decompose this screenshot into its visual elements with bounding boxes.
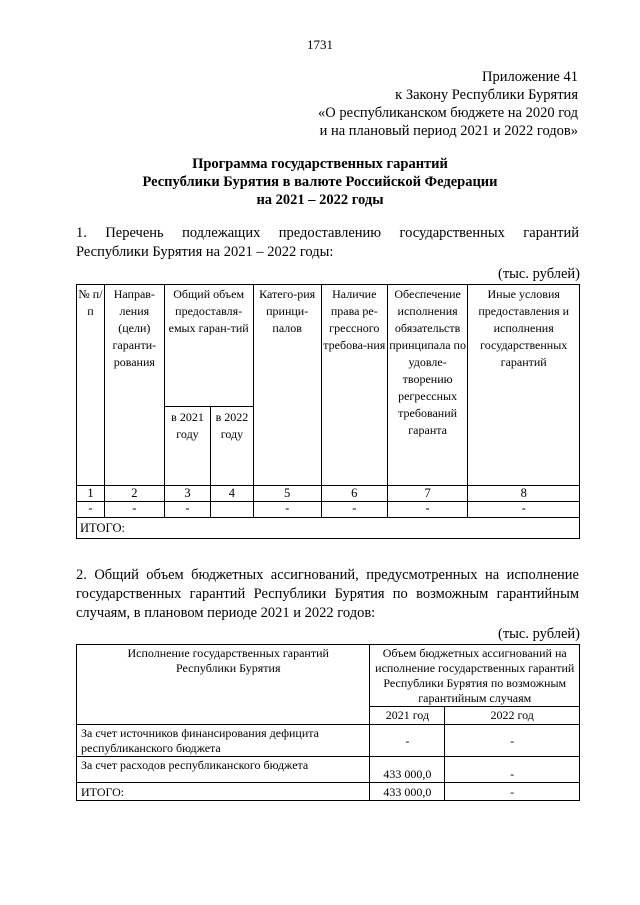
- section2-units: (тыс. рублей): [498, 626, 580, 642]
- row-value: -: [445, 757, 580, 783]
- allocations-table: [76, 644, 580, 801]
- column-number: 1: [77, 486, 105, 502]
- header-cell: Направ-ления (цели) гаранти-рования: [104, 285, 164, 486]
- table-cell: -: [468, 502, 580, 518]
- header-cell: Общий объем предоставля-емых гаран-тий: [164, 285, 253, 407]
- row-label: За счет источников финансирования дефицита республиканского бюджета: [77, 725, 370, 757]
- table-cell: -: [164, 502, 210, 518]
- appendix-header: [318, 68, 578, 140]
- row-label: За счет расходов республиканского бюджета: [77, 757, 370, 783]
- row-value: -: [370, 725, 445, 757]
- table-cell: -: [77, 502, 105, 518]
- column-number: 8: [468, 486, 580, 502]
- table-cell: [211, 502, 253, 518]
- table-cell: -: [253, 502, 321, 518]
- header-cell: № п/п: [77, 285, 105, 486]
- table-cell: -: [387, 502, 468, 518]
- appendix-line: Приложение 41: [482, 69, 578, 85]
- page-number: 1731: [307, 37, 333, 52]
- row-value: 433 000,0: [370, 783, 445, 801]
- table-cell: -: [321, 502, 387, 518]
- column-number: 4: [211, 486, 253, 502]
- column-number: 3: [164, 486, 210, 502]
- section1-units: (тыс. рублей): [498, 266, 580, 282]
- guarantees-table: [76, 284, 580, 539]
- header-cell: в 2021 году: [164, 407, 210, 486]
- section1-text: 1. Перечень подлежащих предоставлению государственных гарантий Республики Бурятия на 2021 – 2022 годы:: [76, 225, 579, 260]
- title-line: Программа государственных гарантий: [192, 156, 448, 172]
- appendix-line: к Закону Республики Бурятия: [395, 87, 578, 103]
- column-number: 2: [104, 486, 164, 502]
- header-cell: Исполнение государственных гарантий Республики Бурятия: [77, 645, 370, 725]
- row-value: -: [445, 783, 580, 801]
- header-cell: 2021 год: [370, 707, 445, 725]
- header-cell: Иные условия предоставления и исполнения государственных гарантий: [468, 285, 580, 486]
- header-cell: 2022 год: [445, 707, 580, 725]
- section2-text: 2. Общий объем бюджетных ассигнований, предусмотренных на исполнение государственных гарантий Республики Бурятия по возможным гарантийным случаям, в плановом периоде 2021 и 2022 годов:: [76, 567, 579, 621]
- appendix-line: и на плановый период 2021 и 2022 годов»: [319, 123, 578, 139]
- appendix-line: «О республиканском бюджете на 2020 год: [318, 105, 578, 121]
- row-value: -: [445, 725, 580, 757]
- column-number: 7: [387, 486, 468, 502]
- column-number: 6: [321, 486, 387, 502]
- title-line: на 2021 – 2022 годы: [256, 192, 384, 208]
- title-line: Республики Бурятия в валюте Российской Федерации: [142, 174, 498, 190]
- row-value: 433 000,0: [370, 757, 445, 783]
- document-title: [0, 155, 640, 209]
- header-cell: в 2022 году: [211, 407, 253, 486]
- header-cell: Катего-рия принци-палов: [253, 285, 321, 486]
- header-cell: Обеспечение исполнения обязательств принципала по удовле-творению регрессных требований гаранта: [387, 285, 468, 486]
- header-cell: Объем бюджетных ассигнований на исполнение государственных гарантий Республики Бурятия по возможным гарантийным случаям: [370, 645, 580, 707]
- total-label: ИТОГО:: [77, 518, 580, 539]
- column-number: 5: [253, 486, 321, 502]
- table-cell: -: [104, 502, 164, 518]
- header-cell: Наличие права ре-грессного требова-ния: [321, 285, 387, 486]
- row-label: ИТОГО:: [77, 783, 370, 801]
